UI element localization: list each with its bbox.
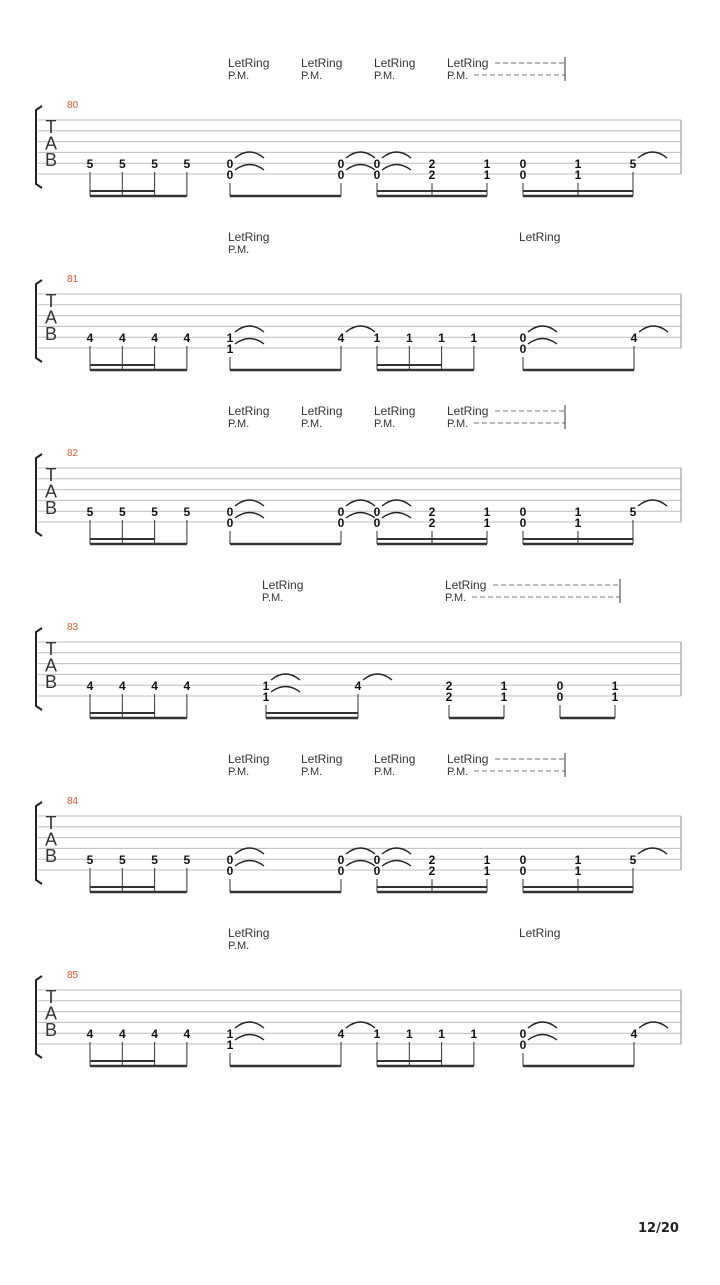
fret-number: 0 (337, 505, 345, 519)
system-bracket (36, 280, 42, 362)
tab-clef-letter: B (44, 324, 58, 344)
tie-arc (346, 165, 375, 171)
fret-number: 1 (226, 331, 234, 345)
palm-mute-annotation: P.M. (228, 70, 250, 82)
fret-number: 5 (151, 505, 158, 519)
fret-number: 1 (574, 157, 582, 171)
tie-arc (235, 165, 264, 171)
system-bracket (36, 454, 42, 536)
fret-number: 0 (519, 505, 527, 519)
palm-mute-annotation: P.M. (374, 70, 396, 82)
fret-number: 4 (118, 1027, 126, 1041)
tab-system (36, 56, 681, 196)
fret-number: 1 (373, 331, 381, 345)
tie-arc (235, 513, 264, 519)
fret-number: 4 (86, 331, 94, 345)
tie-arc (528, 1035, 557, 1041)
fret-number: 0 (519, 168, 527, 182)
measure-number: 81 (67, 274, 79, 285)
fret-number: 2 (445, 690, 453, 704)
tie-arc (235, 861, 264, 867)
fret-number: 1 (574, 853, 582, 867)
fret-number: 1 (574, 516, 582, 530)
fret-number: 2 (428, 505, 436, 519)
tie-arc (382, 165, 411, 171)
tab-clef-letter: B (44, 846, 58, 866)
tie-arc (382, 861, 411, 867)
fret-number: 1 (574, 505, 582, 519)
fret-number: 1 (438, 331, 445, 345)
palm-mute-annotation: P.M. (374, 766, 396, 778)
fret-number: 1 (373, 1027, 381, 1041)
fret-number: 5 (86, 505, 94, 519)
palm-mute-annotation: P.M. (228, 244, 250, 256)
tie-arc (235, 339, 264, 345)
tab-clef-letter: A (44, 133, 58, 154)
tab-clef-letter: T (45, 117, 57, 137)
fret-number: 5 (629, 505, 637, 519)
letring-annotation: LetRing (228, 56, 270, 70)
fret-number: 4 (354, 679, 362, 693)
fret-number: 5 (118, 505, 126, 519)
fret-number: 0 (519, 864, 527, 878)
fret-number: 1 (405, 1027, 413, 1041)
fret-number: 1 (226, 1027, 234, 1041)
fret-number: 2 (445, 679, 453, 693)
tab-clef-letter: T (45, 813, 57, 833)
letring-annotation: LetRing (519, 926, 561, 940)
fret-number: 4 (630, 1027, 638, 1041)
fret-number: 4 (183, 679, 191, 693)
letring-annotation: LetRing (228, 404, 270, 418)
fret-number: 0 (226, 516, 234, 530)
fret-number: 5 (118, 853, 126, 867)
fret-number: 0 (519, 1027, 527, 1041)
fret-number: 0 (519, 342, 527, 356)
tab-clef-letter: A (44, 655, 58, 676)
fret-number: 0 (226, 864, 234, 878)
fret-number: 1 (483, 168, 491, 182)
palm-mute-annotation: P.M. (447, 70, 469, 82)
letring-annotation: LetRing (228, 230, 270, 244)
fret-number: 1 (574, 864, 582, 878)
fret-number: 0 (556, 690, 564, 704)
tab-system (36, 578, 681, 718)
fret-number: 2 (428, 157, 436, 171)
fret-number: 4 (118, 331, 126, 345)
fret-number: 1 (500, 690, 508, 704)
measure-number: 85 (67, 970, 79, 981)
fret-number: 5 (183, 853, 191, 867)
fret-number: 4 (118, 679, 126, 693)
fret-number: 4 (337, 331, 345, 345)
fret-number: 1 (262, 690, 270, 704)
system-bracket (36, 106, 42, 188)
tab-system (36, 230, 681, 370)
tab-system (36, 926, 681, 1066)
fret-number: 0 (519, 331, 527, 345)
fret-number: 2 (428, 516, 436, 530)
letring-annotation: LetRing (301, 56, 343, 70)
palm-mute-annotation: P.M. (447, 418, 469, 430)
fret-number: 4 (86, 679, 94, 693)
fret-number: 0 (373, 853, 381, 867)
fret-number: 0 (337, 864, 345, 878)
tab-clef-letter: B (44, 150, 58, 170)
palm-mute-annotation: P.M. (228, 940, 250, 952)
fret-number: 0 (337, 168, 345, 182)
letring-annotation: LetRing (301, 404, 343, 418)
fret-number: 1 (405, 331, 413, 345)
tab-system (36, 404, 681, 544)
letring-annotation: LetRing (445, 578, 487, 592)
fret-number: 0 (226, 853, 234, 867)
tie-arc (528, 339, 557, 345)
measure-number: 83 (67, 622, 79, 633)
fret-number: 1 (262, 679, 270, 693)
palm-mute-annotation: P.M. (262, 592, 284, 604)
fret-number: 1 (483, 505, 491, 519)
fret-number: 5 (183, 157, 191, 171)
tab-clef-letter: A (44, 307, 58, 328)
fret-number: 4 (183, 1027, 191, 1041)
measure-number: 82 (67, 448, 79, 459)
fret-number: 4 (183, 331, 191, 345)
tab-clef-letter: B (44, 1020, 58, 1040)
fret-number: 5 (183, 505, 191, 519)
tie-arc (346, 513, 375, 519)
tab-clef-letter: T (45, 465, 57, 485)
fret-number: 0 (226, 168, 234, 182)
tie-arc (346, 861, 375, 867)
fret-number: 1 (470, 331, 478, 345)
fret-number: 2 (428, 864, 436, 878)
fret-number: 1 (483, 864, 491, 878)
fret-number: 5 (629, 853, 637, 867)
tab-clef-letter: T (45, 987, 57, 1007)
palm-mute-annotation: P.M. (301, 418, 323, 430)
fret-number: 1 (438, 1027, 445, 1041)
tab-clef-letter: A (44, 1003, 58, 1024)
system-bracket (36, 976, 42, 1058)
fret-number: 0 (373, 157, 381, 171)
system-bracket (36, 802, 42, 884)
palm-mute-annotation: P.M. (447, 766, 469, 778)
fret-number: 4 (151, 1027, 158, 1041)
fret-number: 0 (226, 157, 234, 171)
fret-number: 0 (519, 157, 527, 171)
fret-number: 0 (556, 679, 564, 693)
palm-mute-annotation: P.M. (301, 70, 323, 82)
letring-annotation: LetRing (301, 752, 343, 766)
tab-system (36, 752, 681, 892)
palm-mute-annotation: P.M. (374, 418, 396, 430)
fret-number: 5 (151, 157, 158, 171)
palm-mute-annotation: P.M. (228, 766, 250, 778)
tab-clef-letter: T (45, 639, 57, 659)
tie-arc (235, 1035, 264, 1041)
letring-annotation: LetRing (374, 404, 416, 418)
fret-number: 0 (373, 516, 381, 530)
fret-number: 5 (118, 157, 126, 171)
letring-annotation: LetRing (447, 56, 489, 70)
fret-number: 0 (337, 157, 345, 171)
fret-number: 1 (574, 168, 582, 182)
letring-annotation: LetRing (228, 752, 270, 766)
fret-number: 1 (470, 1027, 478, 1041)
palm-mute-annotation: P.M. (228, 418, 250, 430)
palm-mute-annotation: P.M. (445, 592, 467, 604)
system-bracket (36, 628, 42, 710)
fret-number: 1 (226, 342, 234, 356)
palm-mute-annotation: P.M. (301, 766, 323, 778)
tie-arc (271, 687, 300, 693)
tab-clef-letter: B (44, 498, 58, 518)
fret-number: 1 (483, 853, 491, 867)
fret-number: 5 (629, 157, 637, 171)
letring-annotation: LetRing (262, 578, 304, 592)
tab-clef-letter: A (44, 829, 58, 850)
tab-clef-letter: A (44, 481, 58, 502)
fret-number: 1 (611, 690, 619, 704)
fret-number: 1 (483, 157, 491, 171)
letring-annotation: LetRing (447, 404, 489, 418)
letring-annotation: LetRing (228, 926, 270, 940)
fret-number: 5 (151, 853, 158, 867)
letring-annotation: LetRing (374, 56, 416, 70)
letring-annotation: LetRing (447, 752, 489, 766)
fret-number: 5 (86, 853, 94, 867)
fret-number: 0 (519, 853, 527, 867)
tie-arc (382, 513, 411, 519)
tab-clef-letter: B (44, 672, 58, 692)
fret-number: 0 (519, 516, 527, 530)
letring-annotation: LetRing (374, 752, 416, 766)
fret-number: 2 (428, 853, 436, 867)
fret-number: 5 (86, 157, 94, 171)
fret-number: 4 (337, 1027, 345, 1041)
fret-number: 1 (483, 516, 491, 530)
fret-number: 2 (428, 168, 436, 182)
fret-number: 0 (373, 864, 381, 878)
fret-number: 0 (519, 1038, 527, 1052)
fret-number: 4 (86, 1027, 94, 1041)
fret-number: 1 (226, 1038, 234, 1052)
fret-number: 4 (151, 331, 158, 345)
fret-number: 1 (500, 679, 508, 693)
measure-number: 84 (67, 796, 79, 807)
tab-clef-letter: T (45, 291, 57, 311)
fret-number: 0 (226, 505, 234, 519)
fret-number: 4 (630, 331, 638, 345)
fret-number: 0 (337, 516, 345, 530)
fret-number: 0 (337, 853, 345, 867)
fret-number: 0 (373, 168, 381, 182)
measure-number: 80 (67, 100, 79, 111)
fret-number: 1 (611, 679, 619, 693)
letring-annotation: LetRing (519, 230, 561, 244)
fret-number: 4 (151, 679, 158, 693)
fret-number: 0 (373, 505, 381, 519)
page-number: 12/20 (638, 1221, 679, 1236)
